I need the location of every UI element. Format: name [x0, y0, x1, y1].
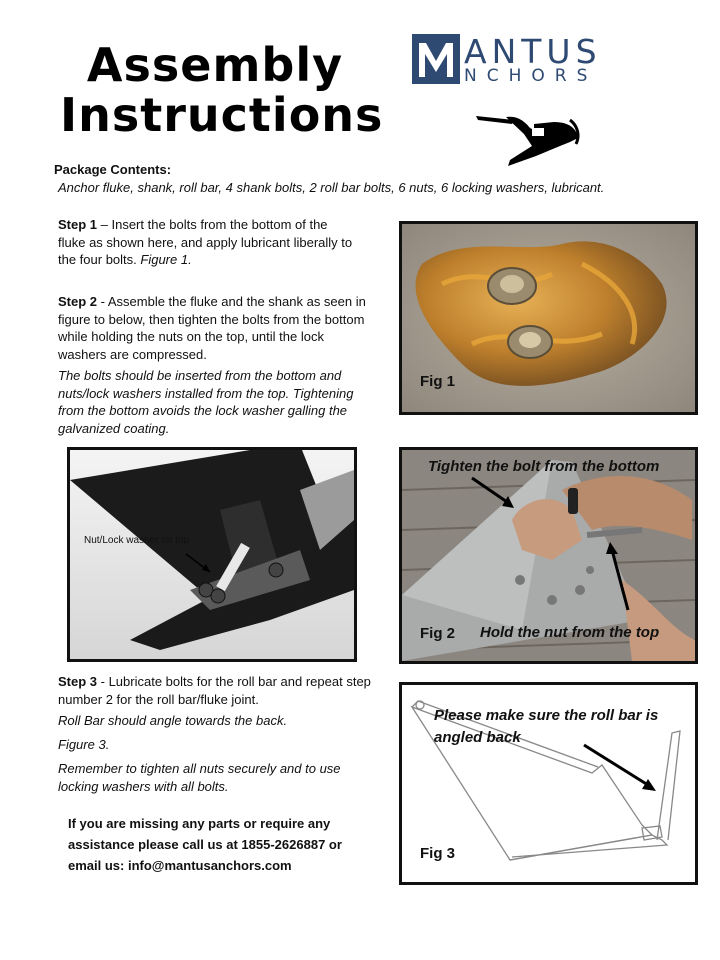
figure-2-bottom-callout: Hold the nut from the top [480, 624, 660, 641]
step-1-label: Step 1 [58, 217, 98, 232]
step-3-figure-ref: Figure 3. [58, 737, 110, 752]
step-3 [58, 673, 374, 708]
figure-3-callout: Please make sure the roll bar is angled back [434, 707, 659, 746]
step-2-label: Step 2 [58, 294, 98, 309]
step-2-dash: - [97, 294, 108, 309]
step-2-note: The bolts should be inserted from the bottom and nuts/lock washers installed from the top. Tightening from the bottom avoids the lock washer galling the galvanized coating. [58, 368, 354, 436]
brand-word-bottom: NCHORS [464, 66, 598, 86]
step-3-roll-bar-note: Roll Bar should angle towards the back. [58, 713, 288, 728]
step-3-label: Step 3 [58, 674, 98, 689]
contact-info: If you are missing any parts or require any assistance please call us at 1855-2626887 or email us: info@mantusanchors.com [68, 816, 342, 873]
page-title [60, 38, 384, 142]
step-1-text: Insert the bolts from the bottom of the fluke as shown here, and apply lubricant liberally to the four bolts. [58, 217, 353, 267]
title-line-2: Instructions [60, 88, 384, 142]
step-2-text: Assemble the fluke and the shank as seen in figure to below, then tighten the bolts from the bottom while holding the nuts on the top, until the lock washers are compressed. [58, 294, 366, 362]
step-3-reminder: Remember to tighten all nuts securely and to use locking washers with all bolts. [58, 761, 341, 794]
step-2 [58, 293, 374, 363]
step-1-dash: – [97, 217, 112, 232]
anchor-icon [474, 108, 584, 166]
figure-2-label: Fig 2 [420, 625, 456, 642]
figure-1 [399, 221, 698, 415]
brand-logo [412, 34, 682, 86]
contents-heading: Package Contents: [54, 162, 172, 177]
contents-items: Anchor fluke, shank, roll bar, 4 shank bolts, 2 roll bar bolts, 6 nuts, 6 locking washers, lubricant. [58, 180, 605, 195]
figure-render-image [70, 450, 354, 659]
brand-m-mark [412, 34, 460, 84]
title-line-1: Assembly [86, 38, 344, 92]
figure-2 [399, 447, 698, 664]
figure-render [67, 447, 357, 662]
render-callout: Nut/Lock washer on top [84, 535, 190, 546]
figure-3-label: Fig 3 [420, 845, 456, 862]
figure-1-label: Fig 1 [420, 373, 456, 390]
brand-word-top: ANTUS [464, 32, 602, 71]
step-1-figure-ref: Figure 1. [140, 252, 192, 267]
step-1 [58, 216, 358, 269]
figure-2-top-callout: Tighten the bolt from the bottom [428, 458, 660, 475]
step-3-dash: - [97, 674, 109, 689]
figure-3 [399, 682, 698, 885]
step-3-text: Lubricate bolts for the roll bar and repeat step number 2 for the roll bar/fluke joint. [58, 674, 371, 707]
